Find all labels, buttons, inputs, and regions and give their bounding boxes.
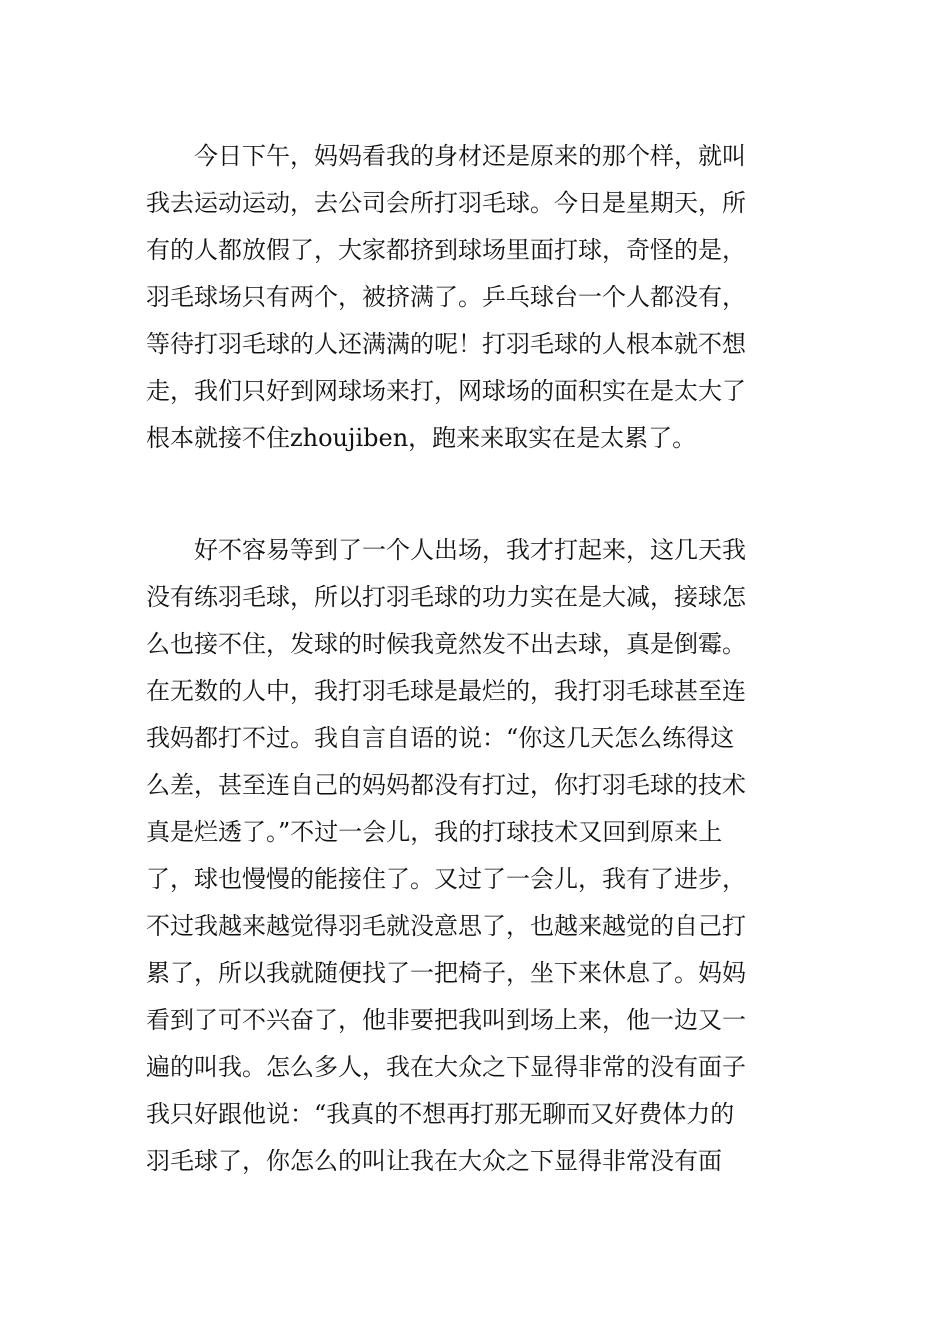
paragraph-line: 我只好跟他说：“我真的不想再打那无聊而又好费体力的: [146, 1100, 735, 1128]
paragraph-line: 好不容易等到了一个人出场，我才打起来，这几天我: [194, 536, 746, 564]
paragraph-line: 在无数的人中，我打羽毛球是最烂的，我打羽毛球甚至连: [146, 677, 746, 705]
paragraph-line: 我去运动运动，去公司会所打羽毛球。今日是星期天，所: [146, 189, 746, 217]
paragraph-line: 了，球也慢慢的能接住了。又过了一会儿，我有了进步，: [146, 865, 746, 893]
paragraph-line: 等待打羽毛球的人还满满的呢！打羽毛球的人根本就不想: [146, 330, 746, 358]
paragraph-line: 羽毛球了，你怎么的叫让我在大众之下显得非常没有面: [146, 1147, 722, 1175]
paragraph-line: 真是烂透了。”不过一会儿，我的打球技术又回到原来上: [146, 818, 723, 846]
paragraph-line: 今日下午，妈妈看我的身材还是原来的那个样，就叫: [194, 142, 746, 170]
paragraph-line: 有的人都放假了，大家都挤到球场里面打球，奇怪的是，: [146, 236, 746, 264]
paragraph-line: 不过我越来越觉得羽毛就没意思了，也越来越觉的自己打: [146, 912, 746, 940]
paragraph-line: 遍的叫我。怎么多人，我在大众之下显得非常的没有面子: [146, 1053, 746, 1081]
paragraph-line: 累了，所以我就随便找了一把椅子，坐下来休息了。妈妈: [146, 959, 746, 987]
paragraph-line: 没有练羽毛球，所以打羽毛球的功力实在是大减，接球怎: [146, 583, 746, 611]
paragraph-line: 么也接不住，发球的时候我竟然发不出去球，真是倒霉。: [146, 630, 746, 658]
paragraph-line: 根本就接不住zhoujiben，跑来来取实在是太累了。: [146, 424, 697, 452]
paragraph-line: 看到了可不兴奋了，他非要把我叫到场上来，他一边又一: [146, 1006, 746, 1034]
paragraph-line: 我妈都打不过。我自言自语的说：“你这几天怎么练得这: [146, 724, 735, 752]
paragraph-line: 羽毛球场只有两个，被挤满了。乒乓球台一个人都没有，: [146, 283, 746, 311]
paragraph-line: 么差，甚至连自己的妈妈都没有打过，你打羽毛球的技术: [146, 771, 746, 799]
paragraph-line: 走，我们只好到网球场来打，网球场的面积实在是太大了: [146, 377, 746, 405]
